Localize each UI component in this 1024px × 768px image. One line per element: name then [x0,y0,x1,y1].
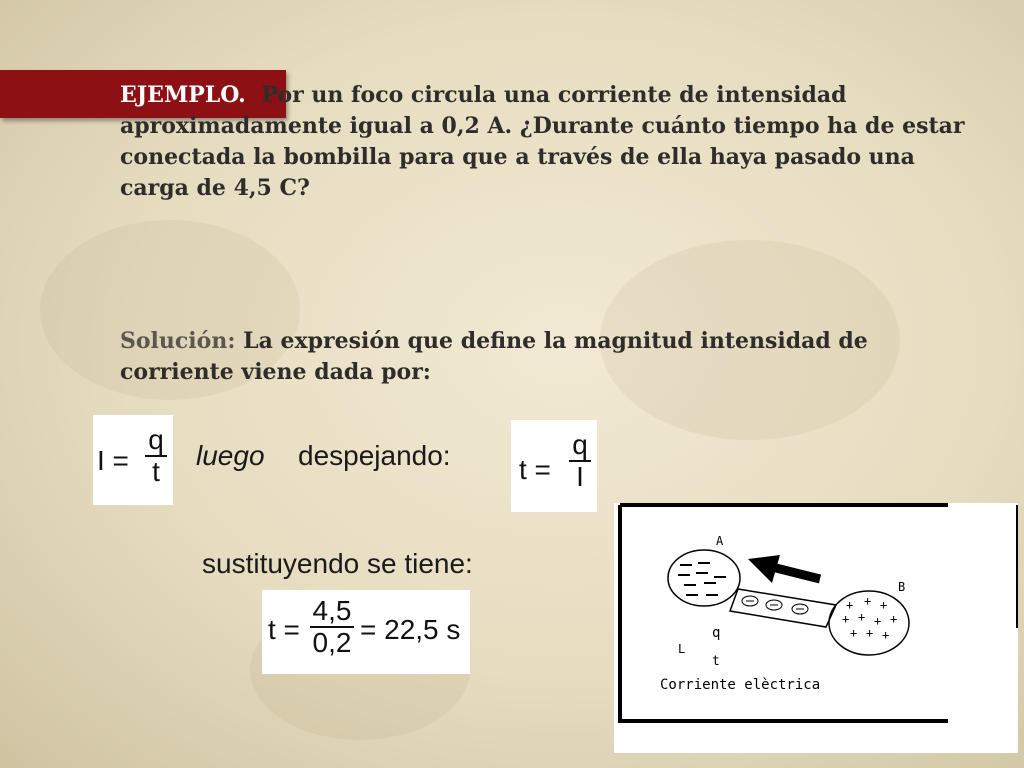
formula-result-numerator: 4,5 [312,595,352,626]
label-b: B [898,580,906,594]
solution-paragraph [120,326,980,388]
svg-text:+: + [846,598,854,612]
label-t: t [712,654,720,669]
label-l: L [678,642,686,656]
diagram-caption: Corriente elèctrica [660,677,821,693]
formula-result-denominator: 0,2 [312,627,352,658]
current-arrow [748,555,820,583]
formula-result [262,590,470,674]
label-a: A [716,534,724,548]
formula-result-fraction [310,596,354,658]
problem-text: Por un foco circula una corriente de intensidad aproximadamente igual a 0,2 A. ¿Durante cuánto tiempo ha de estar conectada la bombilla para que a través de ella haya pasado una carga de 4,5 C? [120,82,965,201]
formula-time-lhs: t = [519,454,551,485]
formula-time-denominator: I [576,461,584,492]
formula-time [511,420,597,512]
svg-text:+: + [882,628,890,642]
formula-result-lhs: t = [268,614,300,645]
despejando-text: despejando: [298,440,451,471]
svg-text:+: + [880,598,888,612]
svg-text:+: + [866,626,874,640]
current-diagram [614,503,1018,753]
formula-current-fraction [145,425,167,487]
sustituyendo-text: sustituyendo se tiene: [202,548,473,579]
svg-text:+: + [874,614,882,628]
svg-text:+: + [842,612,850,626]
formula-result-rhs: = 22,5 s [360,614,461,645]
svg-text:+: + [890,612,898,626]
label-q: q [712,625,721,641]
formula-current-lhs: I = [97,445,129,476]
formula-time-fraction [569,430,591,492]
formula-current [93,415,173,505]
conductor-wire [730,589,836,627]
problem-statement [120,80,980,204]
sphere-a [668,550,740,606]
solution-text: La expresión que define la magnitud intensidad de corriente viene dada por: [120,328,868,385]
solution-label: Solución: [120,328,236,354]
svg-text:+: + [864,594,872,608]
luego-text: luego [196,440,265,471]
current-diagram-svg [614,503,1018,753]
formula-current-denominator: t [152,456,160,487]
svg-text:+: + [858,610,866,624]
positive-charges [842,594,897,642]
negative-charges [678,563,726,595]
formula-time-numerator: q [572,429,588,460]
example-tag-label: EJEMPLO. [120,82,246,108]
svg-text:+: + [850,626,858,640]
formula-current-numerator: q [148,424,164,455]
